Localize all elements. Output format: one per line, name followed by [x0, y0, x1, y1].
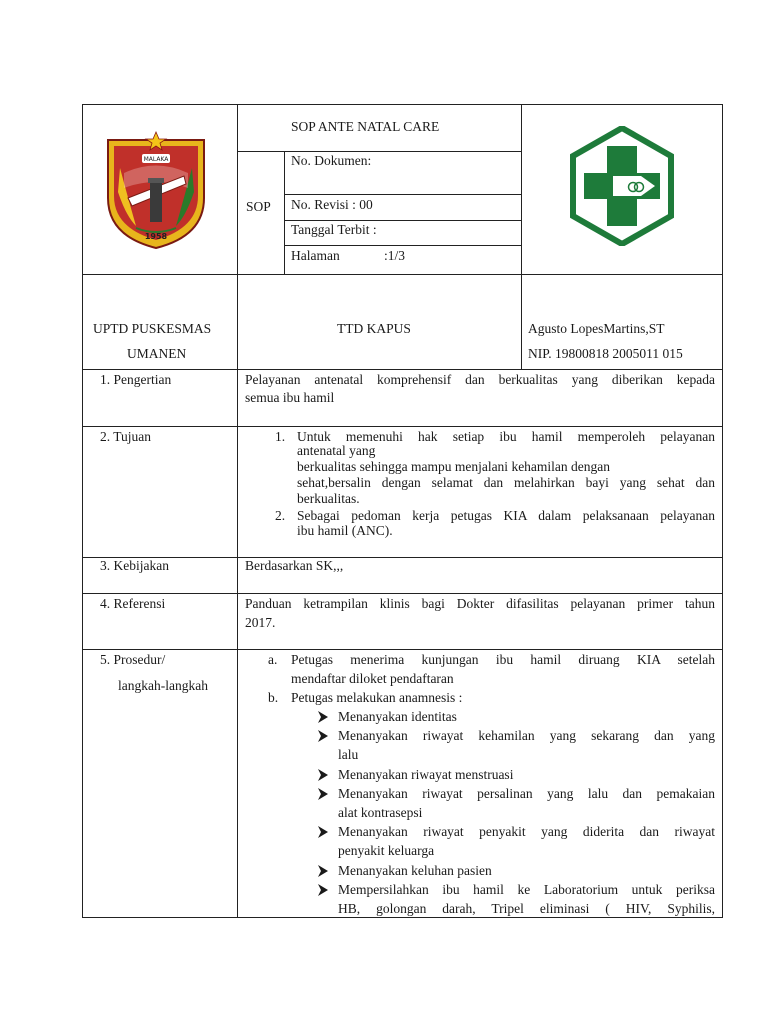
sop-title: SOP ANTE NATAL CARE — [291, 119, 440, 134]
bullet-item-text: Menanyakan riwayat menstruasi — [338, 766, 514, 782]
section-label-langkah: langkah-langkah — [118, 678, 208, 693]
regional-emblem-logo — [106, 128, 206, 250]
prosedur-a-line1: Petugas menerima kunjungan ibu hamil diruang KIA setelah — [291, 652, 715, 667]
ttd-kapus: TTD KAPUS — [337, 321, 411, 336]
bullet-item-text: Menanyakan keluhan pasien — [338, 862, 492, 878]
tujuan-item2-number: 2. — [275, 508, 286, 523]
bullet-item-text: Menanyakan riwayat penyakit yang diderita dan riwayat — [338, 824, 715, 840]
prosedur-a-marker: a. — [268, 652, 278, 667]
bullet-item-text: lalu — [338, 747, 359, 763]
bullet-item-text: Menanyakan riwayat kehamilan yang sekarang dan yang — [338, 728, 715, 744]
tujuan-item1-number: 1. — [275, 429, 286, 444]
halaman-label: Halaman — [291, 248, 340, 263]
tujuan-item1-line2: antenatal yang — [297, 443, 376, 458]
tujuan-item2-line2: ibu hamil (ANC). — [297, 523, 393, 538]
bullet-arrow-icon — [316, 825, 330, 839]
org-name-line2: UMANEN — [127, 346, 187, 361]
halaman-value: :1/3 — [384, 248, 406, 263]
bullet-arrow-icon — [316, 768, 330, 782]
tujuan-item1-line4: sehat,bersalin dengan selamat dan melahirkan bayi yang sehat dan — [297, 475, 715, 490]
kebijakan-text: Berdasarkan SK,,, — [245, 558, 344, 573]
tujuan-item1-line3: berkualitas sehingga mampu menjalani kehamilan dengan — [297, 459, 611, 474]
bullet-item-text: penyakit keluarga — [338, 843, 435, 859]
tanggal-terbit-field: Tanggal Terbit : — [291, 222, 377, 237]
puskesmas-logo — [569, 126, 675, 246]
bullet-arrow-icon — [316, 883, 330, 897]
section-label-tujuan: 2. Tujuan — [100, 429, 152, 444]
bullet-item-text: Mempersilahkan ibu hamil ke Laboratorium untuk periksa — [338, 881, 715, 897]
bullet-item-text: HB, golongan darah, Tripel eliminasi ( HIV, Syphilis, — [338, 901, 715, 916]
section-label-prosedur: 5. Prosedur/ — [100, 652, 166, 667]
bullet-item-text: Menanyakan riwayat persalinan yang lalu dan pemakaian — [338, 785, 715, 801]
bullet-arrow-icon — [316, 710, 330, 724]
bullet-item-text: alat kontrasepsi — [338, 805, 423, 820]
org-name-line1: UPTD PUSKESMAS — [93, 321, 212, 336]
referensi-text-line2: 2017. — [245, 615, 276, 630]
prosedur-a-line2: mendaftar diloket pendaftaran — [291, 671, 454, 686]
bullet-arrow-icon — [316, 729, 330, 743]
no-revisi-field: No. Revisi : 00 — [291, 197, 373, 212]
pengertian-text-line2: semua ibu hamil — [245, 390, 335, 405]
sop-label: SOP — [246, 199, 271, 214]
tujuan-item1-line1: Untuk memenuhi hak setiap ibu hamil memperoleh pelayanan — [297, 429, 715, 444]
tujuan-item1-line5: berkualitas. — [297, 491, 360, 506]
emblem-year-text: 1958 — [144, 232, 168, 241]
pengertian-text-line1: Pelayanan antenatal komprehensif dan berkualitas yang diberikan kepada — [245, 372, 715, 387]
bullet-arrow-icon — [316, 787, 330, 801]
no-dokumen-field: No. Dokumen: — [291, 153, 372, 168]
signer-nip: NIP. 19800818 2005011 015 — [528, 346, 683, 361]
section-label-pengertian: 1. Pengertian — [100, 372, 172, 387]
prosedur-b-marker: b. — [268, 690, 279, 705]
signer-name: Agusto LopesMartins,ST — [528, 321, 665, 336]
tujuan-item2-line1: Sebagai pedoman kerja petugas KIA dalam pelaksanaan pelayanan — [297, 508, 715, 523]
bullet-arrow-icon — [316, 864, 330, 878]
referensi-text-line1: Panduan ketrampilan klinis bagi Dokter difasilitas pelayanan primer tahun — [245, 596, 715, 611]
section-label-kebijakan: 3. Kebijakan — [100, 558, 169, 573]
section-label-referensi: 4. Referensi — [100, 596, 166, 611]
bullet-item-text: Menanyakan identitas — [338, 709, 457, 724]
prosedur-b-line1: Petugas melakukan anamnesis : — [291, 690, 463, 705]
emblem-banner-text: MALAKA — [143, 156, 169, 163]
